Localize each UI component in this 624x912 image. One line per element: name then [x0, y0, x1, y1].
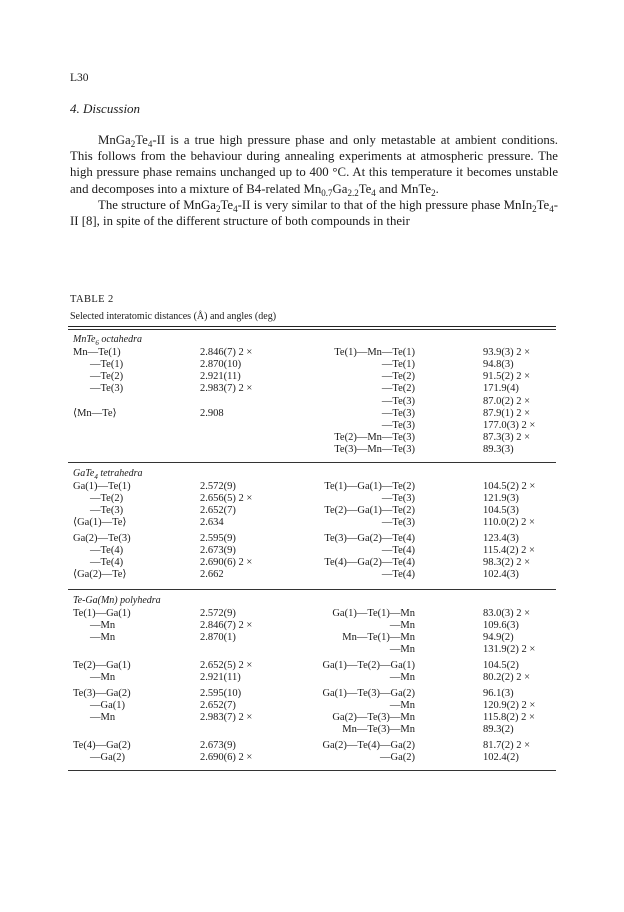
- bond-distance: 2.595(10): [200, 688, 242, 699]
- bond-label: Ga(1)—Te(1): [73, 481, 131, 492]
- angle-label: —Mn: [389, 620, 415, 631]
- table-caption: TABLE 2: [70, 294, 114, 305]
- angle-label: —Ga(2): [380, 752, 415, 763]
- angle-value: 102.4(2): [483, 752, 519, 763]
- bond-distance: 2.846(7) 2 ×: [200, 620, 253, 631]
- bond-label: —Te(3): [90, 383, 124, 394]
- bond-label: —Te(1): [90, 359, 124, 370]
- bond-distance: 2.652(5) 2 ×: [200, 660, 253, 671]
- bond-label: —Mn: [90, 620, 116, 631]
- angle-value: 80.2(2) 2 ×: [483, 672, 531, 683]
- bond-label: ⟨Ga(2)—Te⟩: [73, 569, 127, 580]
- angle-label: Te(4)—Ga(2)—Te(4): [324, 557, 415, 568]
- angle-value: 115.4(2) 2 ×: [483, 545, 535, 556]
- angle-label: —Mn: [389, 644, 415, 655]
- angle-value: 81.7(2) 2 ×: [483, 740, 531, 751]
- angle-label: —Te(3): [381, 396, 415, 407]
- angle-label: —Te(3): [381, 493, 415, 504]
- angle-label: Ga(2)—Te(4)—Ga(2): [322, 740, 415, 751]
- bond-label: —Te(3): [90, 505, 124, 516]
- bond-label: Ga(2)—Te(3): [73, 533, 131, 544]
- bond-distance: 2.572(9): [200, 608, 236, 619]
- bond-label: Mn—Te(1): [73, 347, 121, 358]
- bond-distance: 2.846(7) 2 ×: [200, 347, 253, 358]
- bond-distance: 2.662: [200, 569, 224, 580]
- bond-distance: 2.690(6) 2 ×: [200, 557, 253, 568]
- section-heading: 4. Discussion: [70, 101, 141, 116]
- angle-value: 123.4(3): [483, 533, 519, 544]
- table-top-rule: [68, 326, 556, 327]
- angle-value: 177.0(3) 2 ×: [483, 420, 536, 431]
- angle-label: Te(1)—Mn—Te(1): [334, 347, 415, 358]
- angle-label: Ga(1)—Te(3)—Ga(2): [322, 688, 415, 699]
- angle-value: 94.9(2): [483, 632, 514, 643]
- bond-distance: 2.652(7): [200, 505, 236, 516]
- angle-value: 87.0(2) 2 ×: [483, 396, 531, 407]
- angle-value: 109.6(3): [483, 620, 519, 631]
- bond-distance: 2.673(9): [200, 740, 236, 751]
- bond-distance: 2.634: [200, 517, 224, 528]
- angle-value: 87.9(1) 2 ×: [483, 408, 531, 419]
- bond-label: —Te(2): [90, 371, 124, 382]
- bond-distance: 2.572(9): [200, 481, 236, 492]
- table-section-title: MnTe$_6$ octahedra: [73, 334, 142, 347]
- bond-label: ⟨Mn—Te⟩: [73, 408, 117, 419]
- bond-label: —Mn: [90, 672, 116, 683]
- bond-label: Te(1)—Ga(1): [73, 608, 131, 619]
- angle-value: 83.0(3) 2 ×: [483, 608, 531, 619]
- angle-label: Te(3)—Mn—Te(3): [334, 444, 415, 455]
- angle-label: —Te(4): [381, 569, 415, 580]
- angle-value: 89.3(2): [483, 724, 514, 735]
- angle-value: 93.9(3) 2 ×: [483, 347, 531, 358]
- angle-value: 120.9(2) 2 ×: [483, 700, 536, 711]
- angle-label: Te(2)—Mn—Te(3): [334, 432, 415, 443]
- angle-value: 131.9(2) 2 ×: [483, 644, 536, 655]
- angle-value: 89.3(3): [483, 444, 514, 455]
- page-number: L30: [70, 72, 89, 84]
- bond-distance: 2.921(11): [200, 371, 241, 382]
- angle-label: Ga(1)—Te(1)—Mn: [332, 608, 415, 619]
- bond-distance: 2.652(7): [200, 700, 236, 711]
- bond-label: ⟨Ga(1)—Te⟩: [73, 517, 127, 528]
- discussion-text: [70, 132, 558, 229]
- bond-distance: 2.908: [200, 408, 224, 419]
- bond-distance: 2.983(7) 2 ×: [200, 383, 253, 394]
- angle-label: Ga(2)—Te(3)—Mn: [332, 712, 415, 723]
- bond-distance: 2.870(10): [200, 359, 242, 370]
- bond-distance: 2.870(1): [200, 632, 236, 643]
- angle-label: Te(1)—Ga(1)—Te(2): [324, 481, 415, 492]
- angle-label: —Te(1): [381, 359, 415, 370]
- bond-label: —Ga(1): [90, 700, 125, 711]
- angle-label: Te(3)—Ga(2)—Te(4): [324, 533, 415, 544]
- angle-value: 104.5(2) 2 ×: [483, 481, 536, 492]
- bond-label: Te(2)—Ga(1): [73, 660, 131, 671]
- angle-label: Mn—Te(3)—Mn: [342, 724, 415, 735]
- angle-value: 121.9(3): [483, 493, 519, 504]
- angle-label: —Mn: [389, 672, 415, 683]
- angle-value: 110.0(2) 2 ×: [483, 517, 535, 528]
- table-section-title: GaTe$_4$ tetrahedra: [73, 468, 143, 481]
- angle-label: —Te(4): [381, 545, 415, 556]
- angle-value: 87.3(3) 2 ×: [483, 432, 531, 443]
- angle-label: Te(2)—Ga(1)—Te(2): [324, 505, 415, 516]
- table-subcaption: Selected interatomic distances (Å) and angles (deg): [70, 311, 277, 322]
- bond-label: —Te(4): [90, 545, 124, 556]
- angle-label: —Te(3): [381, 408, 415, 419]
- angle-value: 94.8(3): [483, 359, 514, 370]
- angle-value: 98.3(2) 2 ×: [483, 557, 531, 568]
- bond-distance: 2.921(11): [200, 672, 241, 683]
- angle-value: 171.9(4): [483, 383, 519, 394]
- angle-value: 115.8(2) 2 ×: [483, 712, 535, 723]
- bond-distance: 2.595(9): [200, 533, 236, 544]
- bond-label: —Te(2): [90, 493, 124, 504]
- table-top-rule-2: [68, 329, 556, 330]
- section-rule: [68, 589, 556, 590]
- bond-label: Te(3)—Ga(2): [73, 688, 131, 699]
- bond-distance: 2.673(9): [200, 545, 236, 556]
- bond-distance: 2.690(6) 2 ×: [200, 752, 253, 763]
- angle-label: —Te(2): [381, 383, 415, 394]
- angle-label: —Te(2): [381, 371, 415, 382]
- angle-value: 104.5(3): [483, 505, 519, 516]
- section-rule: [68, 462, 556, 463]
- bond-label: —Te(4): [90, 557, 124, 568]
- angle-value: 96.1(3): [483, 688, 514, 699]
- angle-value: 102.4(3): [483, 569, 519, 580]
- bond-label: Te(4)—Ga(2): [73, 740, 131, 751]
- angle-value: 91.5(2) 2 ×: [483, 371, 531, 382]
- bond-label: —Ga(2): [90, 752, 125, 763]
- angle-label: —Te(3): [381, 420, 415, 431]
- bond-label: —Mn: [90, 712, 116, 723]
- paragraph-2: The structure of $MnGa_2Te_4-II$ is very similar to that of the high pressure phase $MnIn_2Te_4-II$ [8], in spite of the different structure of both compounds in their: [70, 197, 558, 229]
- angle-label: Mn—Te(1)—Mn: [342, 632, 415, 643]
- bond-label: —Mn: [90, 632, 116, 643]
- angle-label: —Mn: [389, 700, 415, 711]
- section-rule: [68, 770, 556, 771]
- angle-value: 104.5(2): [483, 660, 519, 671]
- angle-label: Ga(1)—Te(2)—Ga(1): [322, 660, 415, 671]
- bond-distance: 2.983(7) 2 ×: [200, 712, 253, 723]
- bond-distance: 2.656(5) 2 ×: [200, 493, 253, 504]
- paragraph-1: $MnGa_2Te_4-II$ is a true high pressure phase and only metastable at ambient conditions. This follows from the behaviour during annealing experiments at atmospheric pressure. The high pressure phase remains unchanged up to 400 °C. At this temperature it becomes unstable and decomposes into a mixture of B4-related $Mn_{0.7}Ga_{2.2}Te_4$ and MnTe$_2$.: [70, 133, 558, 198]
- table-section-title: Te-Ga(Mn) polyhedra: [73, 595, 161, 606]
- angle-label: —Te(3): [381, 517, 415, 528]
